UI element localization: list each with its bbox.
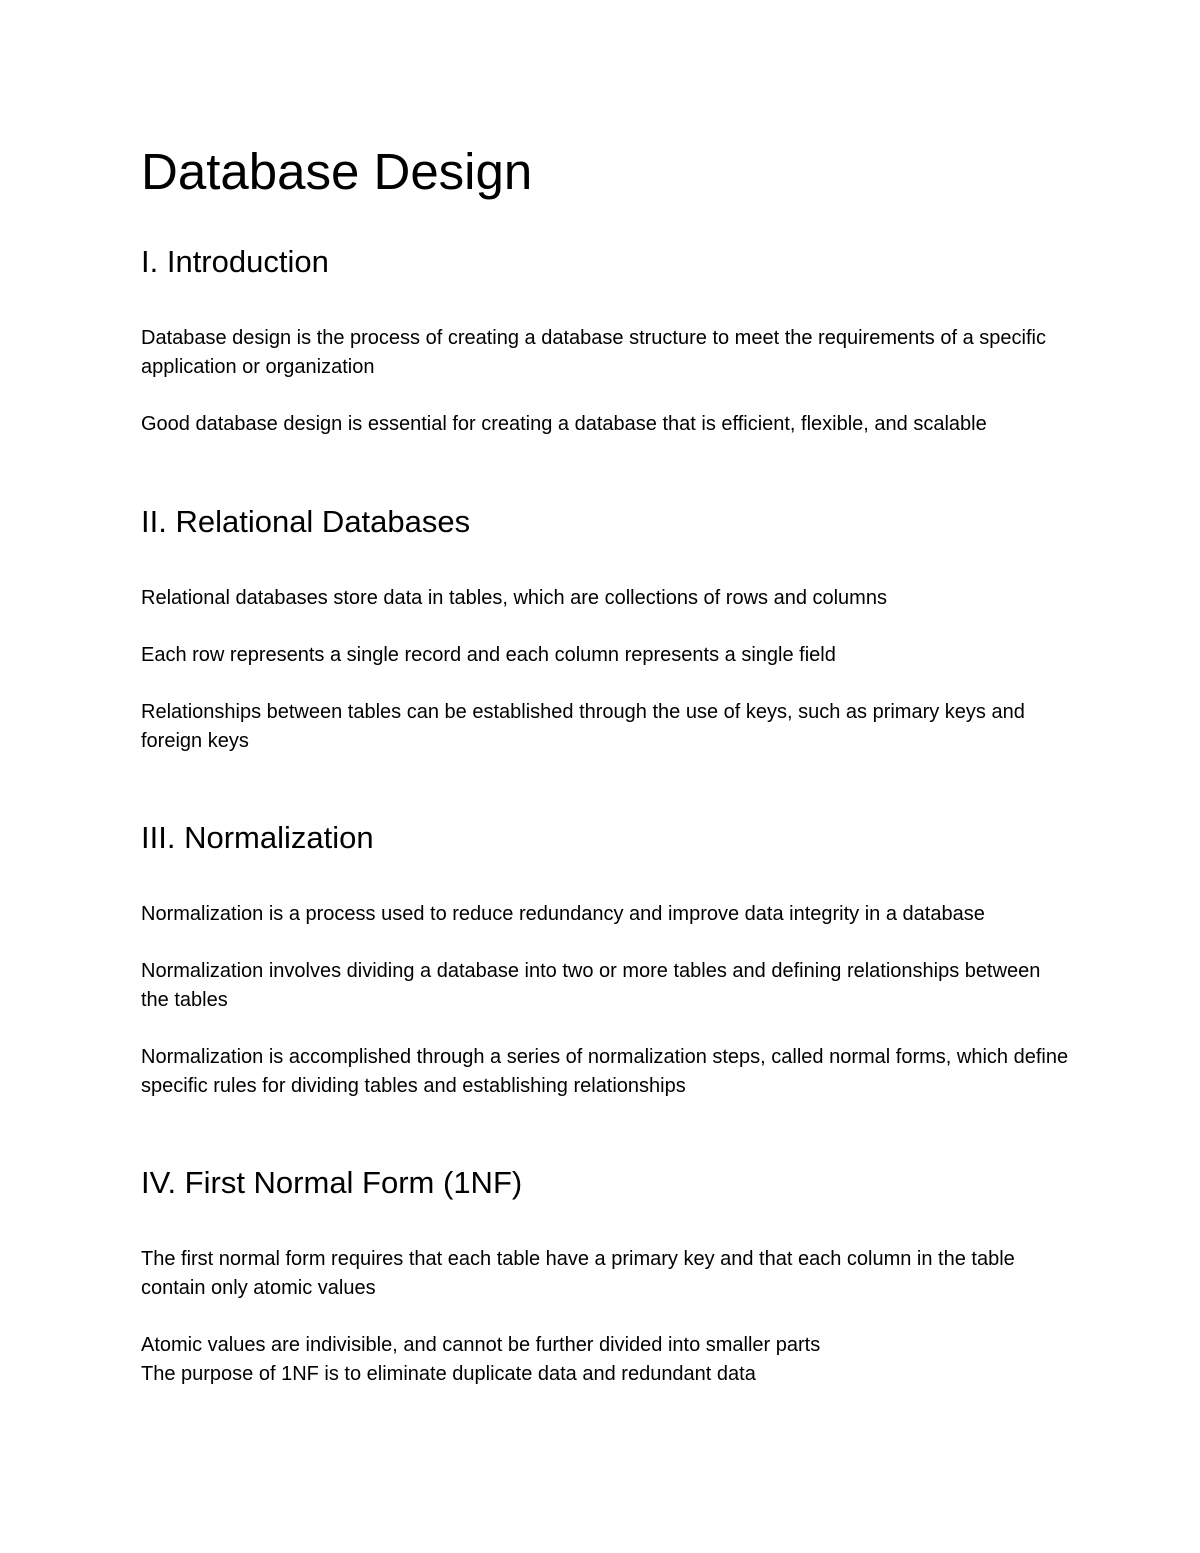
paragraph: Database design is the process of creating a database structure to meet the requirements of a specific application or organization — [141, 327, 1046, 378]
paragraph: The first normal form requires that each table have a primary key and that each column in the table contain only atomic values — [141, 1248, 1015, 1299]
paragraph: Relationships between tables can be established through the use of keys, such as primary keys and foreign keys — [141, 701, 1025, 752]
paragraph: Normalization is accomplished through a series of normalization steps, called normal forms, which define specific rules for dividing tables and establishing relationships — [141, 1046, 1069, 1097]
paragraph: Atomic values are indivisible, and cannot be further divided into smaller parts — [141, 1334, 821, 1356]
paragraph: Normalization involves dividing a database into two or more tables and defining relationships between the tables — [141, 960, 1041, 1011]
paragraph: Relational databases store data in tables, which are collections of rows and columns — [141, 587, 887, 609]
paragraph: Good database design is essential for creating a database that is efficient, flexible, and scalable — [141, 413, 987, 435]
paragraph: Each row represents a single record and each column represents a single field — [141, 644, 836, 666]
document-title: Database Design — [141, 143, 533, 200]
paragraph: Normalization is a process used to reduce redundancy and improve data integrity in a database — [141, 903, 985, 925]
section-heading-normalization: III. Normalization — [141, 820, 374, 855]
paragraph: The purpose of 1NF is to eliminate duplicate data and redundant data — [141, 1363, 756, 1385]
section-heading-introduction: I. Introduction — [141, 244, 329, 279]
section-heading-relational-databases: II. Relational Databases — [141, 504, 471, 539]
section-heading-first-normal-form: IV. First Normal Form (1NF) — [141, 1165, 523, 1200]
